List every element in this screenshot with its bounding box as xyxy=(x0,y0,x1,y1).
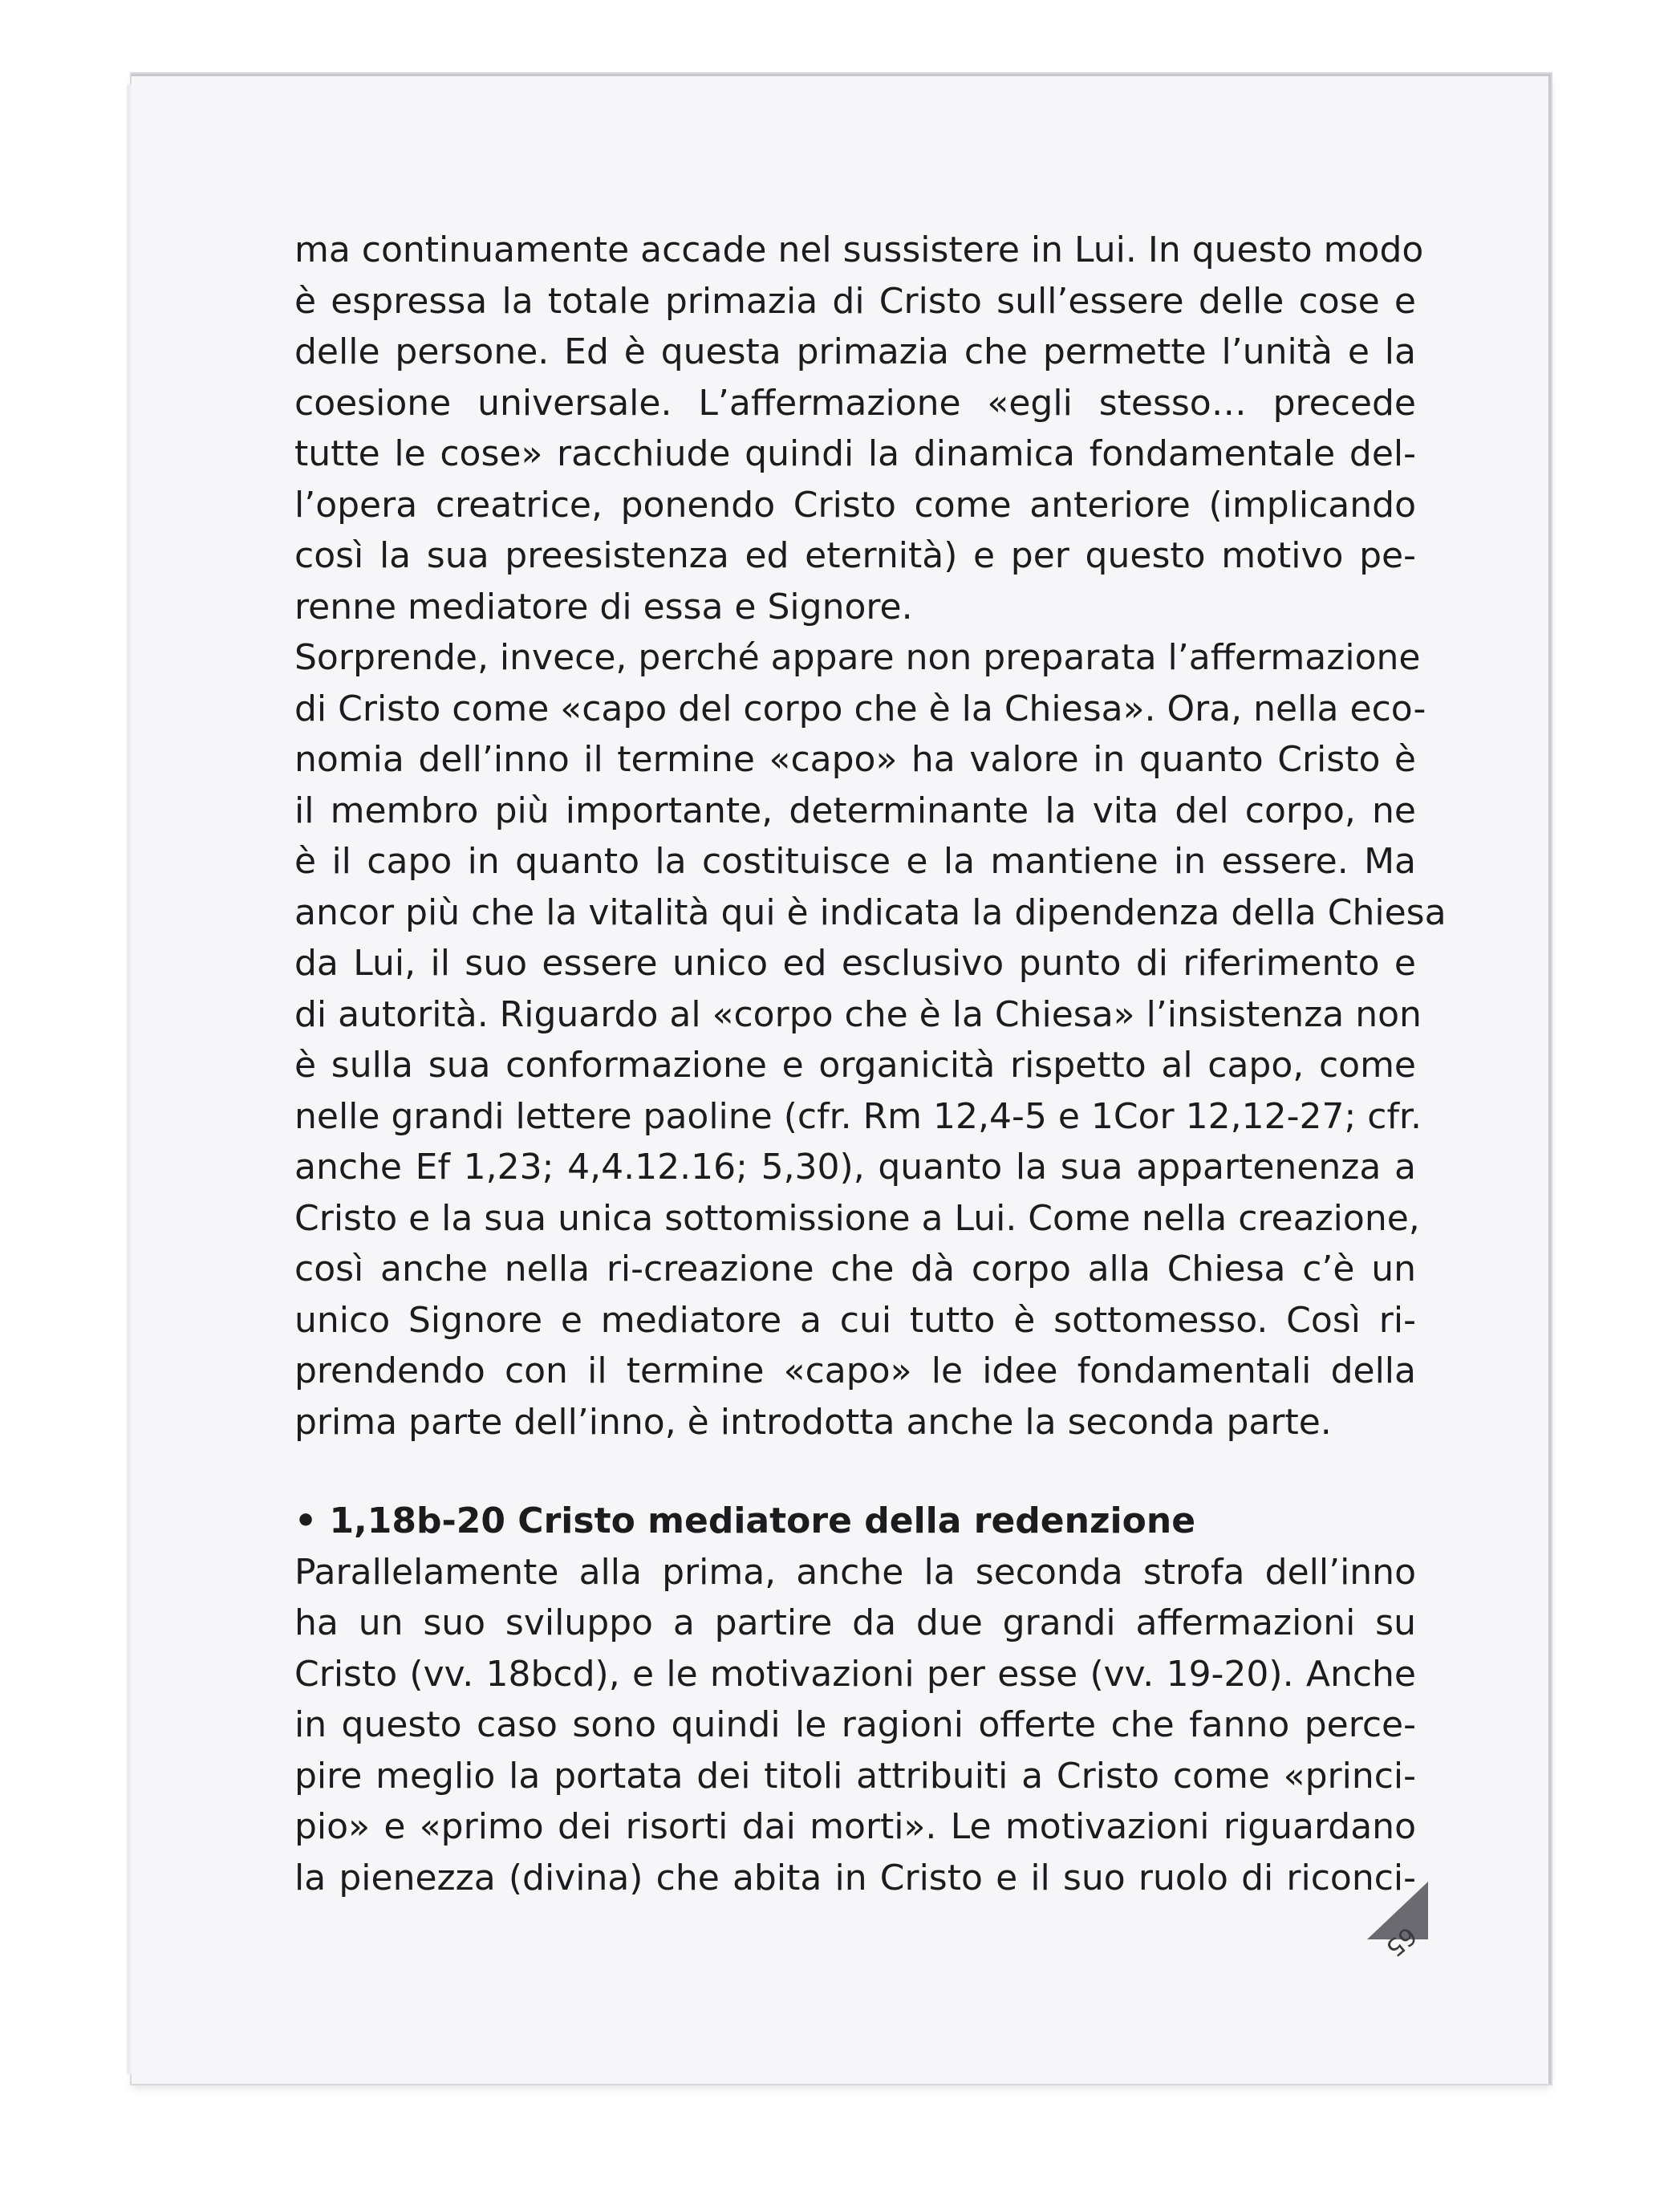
text-line: Sorprende, invece, perché appare non preparata l’affermazione xyxy=(294,637,1421,678)
text-line: ha un suo sviluppo a partire da due grandi affermazioni su xyxy=(294,1602,1416,1643)
page-text xyxy=(294,225,1447,1903)
text-line: prendendo con il termine «capo» le idee fondamentali della xyxy=(294,1350,1416,1391)
text-line: così la sua preesistenza ed eternità) e per questo motivo pe- xyxy=(294,535,1416,576)
text-line: nelle grandi lettere paoline (cfr. Rm 12,4-5 e 1Cor 12,12-27; cfr. xyxy=(294,1095,1422,1137)
text-line: è espressa la totale primazia di Cristo sull’essere delle cose e xyxy=(294,280,1416,322)
text-line: renne mediatore di essa e Signore. xyxy=(294,586,913,627)
text-line: prima parte dell’inno, è introdotta anche la seconda parte. xyxy=(294,1401,1332,1443)
text-line: Parallelamente alla prima, anche la seconda strofa dell’inno xyxy=(294,1551,1416,1593)
text-line: pire meglio la portata dei titoli attribuiti a Cristo come «princi- xyxy=(294,1755,1416,1797)
text-line: ancor più che la vitalità qui è indicata la dipendenza della Chiesa xyxy=(294,891,1447,933)
text-line: anche Ef 1,23; 4,4.12.16; 5,30), quanto la sua appartenenza a xyxy=(294,1147,1416,1188)
paragraph-1 xyxy=(294,225,1424,632)
text-line: coesione universale. L’affermazione «egli stesso… precede xyxy=(294,382,1416,424)
page-number: 65 xyxy=(1380,1920,1422,1963)
text-line: la pienezza (divina) che abita in Cristo e il suo ruolo di riconci- xyxy=(294,1857,1416,1898)
text-line: il membro più importante, determinante la vita del corpo, ne xyxy=(294,790,1416,831)
section-heading: • 1,18b-20 Cristo mediatore della redenzione xyxy=(294,1500,1196,1541)
text-line: pio» e «primo dei risorti dai morti». Le motivazioni riguardano xyxy=(294,1806,1416,1847)
text-line: di autorità. Riguardo al «corpo che è la Chiesa» l’insistenza non xyxy=(294,993,1422,1035)
text-line: è il capo in quanto la costituisce e la mantiene in essere. Ma xyxy=(294,841,1416,882)
text-line: tutte le cose» racchiude quindi la dinamica fondamentale del- xyxy=(294,433,1416,474)
text-line: Cristo e la sua unica sottomissione a Lui. Come nella creazione, xyxy=(294,1197,1420,1239)
paragraph-2 xyxy=(294,632,1447,1448)
text-line: da Lui, il suo essere unico ed esclusivo punto di riferimento e xyxy=(294,943,1416,984)
text-line: unico Signore e mediatore a cui tutto è sottomesso. Così ri- xyxy=(294,1299,1416,1341)
text-line: nomia dell’inno il termine «capo» ha valore in quanto Cristo è xyxy=(294,739,1416,780)
text-line: delle persone. Ed è questa primazia che permette l’unità e la xyxy=(294,331,1416,372)
text-line: è sulla sua conformazione e organicità rispetto al capo, come xyxy=(294,1045,1416,1086)
paragraph-3 xyxy=(294,1547,1416,1904)
text-line: ma continuamente accade nel sussistere in Lui. In questo modo xyxy=(294,229,1424,270)
text-line: Cristo (vv. 18bcd), e le motivazioni per esse (vv. 19-20). Anche xyxy=(294,1653,1416,1695)
text-line: così anche nella ri-creazione che dà corpo alla Chiesa c’è un xyxy=(294,1249,1416,1289)
text-line: di Cristo come «capo del corpo che è la Chiesa». Ora, nella eco- xyxy=(294,688,1426,729)
book-page xyxy=(132,74,1551,2084)
text-line: in questo caso sono quindi le ragioni offerte che fanno perce- xyxy=(294,1704,1416,1745)
text-line: l’opera creatrice, ponendo Cristo come anteriore (implicando xyxy=(294,484,1416,526)
